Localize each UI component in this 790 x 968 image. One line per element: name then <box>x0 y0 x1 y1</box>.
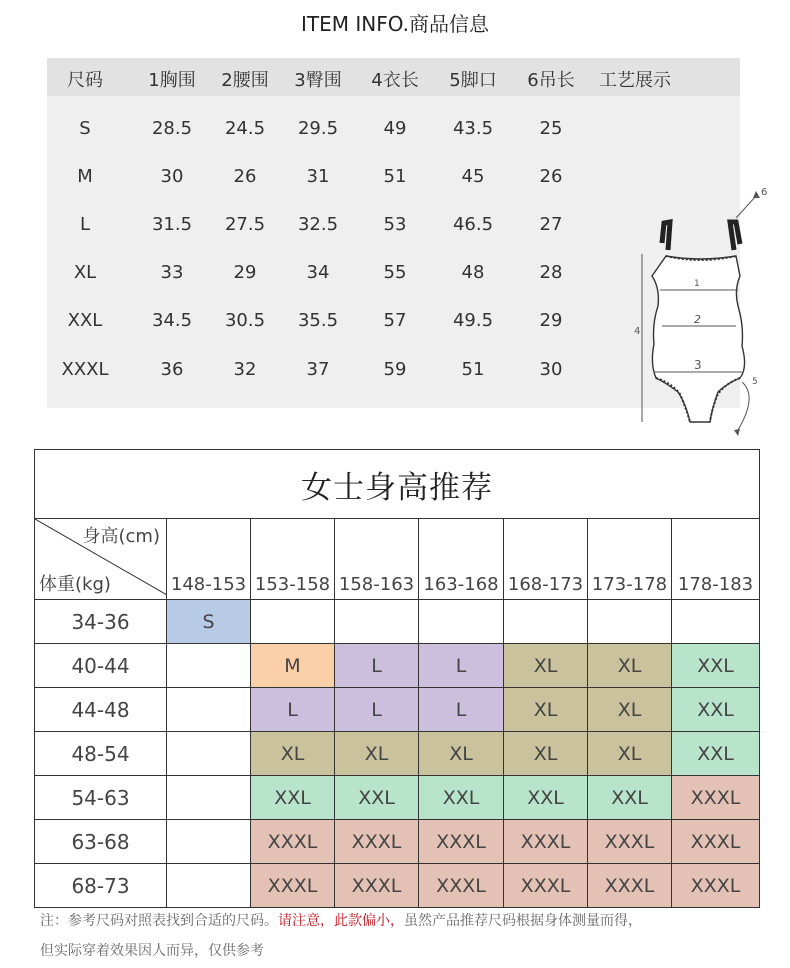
table-row <box>35 820 760 864</box>
table-row <box>35 864 760 908</box>
size-recommendation-cell <box>588 600 672 644</box>
size-recommendation-cell: XXXL <box>335 820 419 864</box>
size-table-cell: 27.5 <box>224 214 266 235</box>
size-recommendation-cell: XL <box>588 688 672 732</box>
size-table-cell: 46.5 <box>452 214 494 235</box>
size-table-cell: 43.5 <box>452 118 494 139</box>
size-recommendation-cell <box>335 600 419 644</box>
size-header-6: 6吊长 <box>527 70 575 91</box>
size-table-cell: 57 <box>383 310 407 331</box>
size-table-cell: 30 <box>160 166 184 187</box>
weight-row-label: 68-73 <box>35 864 167 908</box>
size-table-cell: 26 <box>539 166 563 187</box>
size-recommendation-cell: L <box>251 688 335 732</box>
size-table-cell: 26 <box>233 166 257 187</box>
size-recommendation-cell: XL <box>588 644 672 688</box>
size-recommendation-cell: XXXL <box>335 864 419 908</box>
size-recommendation-cell: XXXL <box>588 864 672 908</box>
height-column-header: 153-158 <box>251 519 335 600</box>
size-recommendation-cell <box>167 864 251 908</box>
size-recommendation-cell: XL <box>504 644 588 688</box>
size-table-cell: 25 <box>539 118 563 139</box>
size-recommendation-cell: L <box>335 688 419 732</box>
size-recommendation-cell: XXXL <box>672 820 760 864</box>
size-recommendation-cell <box>167 776 251 820</box>
size-recommendation-cell: XXL <box>672 644 760 688</box>
height-column-header: 178-183 <box>672 519 760 600</box>
size-recommendation-cell: XL <box>588 732 672 776</box>
size-table-cell: 59 <box>383 359 407 380</box>
size-recommendation-cell: M <box>251 644 335 688</box>
weight-row-label: 34-36 <box>35 600 167 644</box>
size-recommendation-cell: XL <box>251 732 335 776</box>
size-header-1: 1胸围 <box>148 70 196 91</box>
height-column-header: 168-173 <box>504 519 588 600</box>
size-recommendation-cell: XL <box>335 732 419 776</box>
bodysuit-measurement-diagram <box>630 178 780 438</box>
weight-row-label: 44-48 <box>35 688 167 732</box>
size-row-label: L <box>79 214 91 235</box>
height-weight-recommendation-table <box>34 449 759 901</box>
size-row-label: XL <box>73 262 97 283</box>
size-note <box>40 906 760 966</box>
size-recommendation-cell: XXL <box>672 732 760 776</box>
size-header-0: 尺码 <box>67 70 103 91</box>
size-table-cell: 29.5 <box>297 118 339 139</box>
table-row <box>35 644 760 688</box>
size-recommendation-cell: XXXL <box>504 864 588 908</box>
size-recommendation-cell: L <box>419 688 504 732</box>
size-row-label: XXL <box>67 310 103 331</box>
size-recommendation-cell: XXL <box>335 776 419 820</box>
size-table-cell: 24.5 <box>224 118 266 139</box>
diagram-label-6: 6 <box>761 187 768 198</box>
size-table-cell: 31 <box>306 166 330 187</box>
size-recommendation-cell: S <box>167 600 251 644</box>
size-table-cell: 53 <box>383 214 407 235</box>
size-recommendation-cell <box>419 600 504 644</box>
size-recommendation-cell: XXL <box>251 776 335 820</box>
size-recommendation-cell: XXXL <box>419 864 504 908</box>
size-table-cell: 31.5 <box>151 214 193 235</box>
size-recommendation-cell: XXL <box>672 688 760 732</box>
size-table-cell: 45 <box>461 166 485 187</box>
weight-row-label: 54-63 <box>35 776 167 820</box>
size-table-cell: 49 <box>383 118 407 139</box>
weight-row-label: 63-68 <box>35 820 167 864</box>
size-recommendation-cell <box>167 732 251 776</box>
diagram-label-2: 2 <box>694 313 701 326</box>
size-recommendation-cell <box>167 688 251 732</box>
size-table-cell: 32 <box>233 359 257 380</box>
size-recommendation-cell: XXXL <box>588 820 672 864</box>
size-table-cell: 37 <box>306 359 330 380</box>
size-table-cell: 51 <box>461 359 485 380</box>
size-header-2: 2腰围 <box>221 70 269 91</box>
diagram-label-1: 1 <box>694 279 700 289</box>
table-row <box>35 600 760 644</box>
diagram-label-3: 3 <box>694 358 702 372</box>
size-recommendation-cell: XL <box>504 732 588 776</box>
size-table-cell: 33 <box>160 262 184 283</box>
size-table-cell: 32.5 <box>297 214 339 235</box>
size-header-4: 4衣长 <box>371 70 419 91</box>
size-table-cell: 28 <box>539 262 563 283</box>
size-table-cell: 29 <box>539 310 563 331</box>
axis-corner-cell <box>35 519 167 600</box>
weight-row-label: 48-54 <box>35 732 167 776</box>
height-column-header: 163-168 <box>419 519 504 600</box>
table-row <box>35 732 760 776</box>
size-table-cell: 55 <box>383 262 407 283</box>
size-recommendation-cell <box>167 644 251 688</box>
size-info-table <box>47 58 768 408</box>
size-recommendation-cell: L <box>335 644 419 688</box>
page-title: ITEM INFO.商品信息 <box>300 12 490 36</box>
size-recommendation-cell <box>167 820 251 864</box>
size-header-3: 3臀围 <box>294 70 342 91</box>
size-table-cell: 49.5 <box>452 310 494 331</box>
note-prefix: 注：参考尺码对照表找到合适的尺码。 <box>40 913 278 929</box>
diagram-label-5: 5 <box>752 377 758 387</box>
size-table-cell: 27 <box>539 214 563 235</box>
size-table-cell: 28.5 <box>151 118 193 139</box>
size-recommendation-cell <box>672 600 760 644</box>
size-recommendation-cell: XXXL <box>251 864 335 908</box>
size-recommendation-cell: XL <box>419 732 504 776</box>
size-table-cell: 48 <box>461 262 485 283</box>
size-header-5: 5脚口 <box>449 70 497 91</box>
size-recommendation-cell: L <box>419 644 504 688</box>
size-header-7: 工艺展示 <box>599 70 671 91</box>
recommend-title: 女士身高推荐 <box>35 450 760 519</box>
size-table-cell: 29 <box>233 262 257 283</box>
size-recommendation-cell: XXXL <box>672 776 760 820</box>
size-row-label: M <box>77 166 93 187</box>
size-recommendation-cell: XXL <box>588 776 672 820</box>
size-table-cell: 34 <box>306 262 330 283</box>
size-table-cell: 34.5 <box>151 310 193 331</box>
note-line-2: 但实际穿着效果因人而异，仅供参考 <box>40 943 264 959</box>
size-recommendation-cell: XXXL <box>419 820 504 864</box>
size-recommendation-cell: XL <box>504 688 588 732</box>
weight-axis-label: 体重(kg) <box>39 574 111 595</box>
height-column-header: 158-163 <box>335 519 419 600</box>
size-row-label: XXXL <box>61 359 109 380</box>
weight-row-label: 40-44 <box>35 644 167 688</box>
height-column-header: 173-178 <box>588 519 672 600</box>
size-table-cell: 35.5 <box>297 310 339 331</box>
size-table-cell: 30 <box>539 359 563 380</box>
size-row-label: S <box>79 118 91 139</box>
size-recommendation-cell: XXXL <box>672 864 760 908</box>
table-row <box>35 688 760 732</box>
table-row <box>35 776 760 820</box>
size-table-cell: 30.5 <box>224 310 266 331</box>
size-recommendation-cell <box>504 600 588 644</box>
note-warning: 请注意，此款偏小， <box>278 913 404 929</box>
size-table-cell: 51 <box>383 166 407 187</box>
size-recommendation-cell: XXL <box>504 776 588 820</box>
size-table-cell: 36 <box>160 359 184 380</box>
size-recommendation-cell: XXL <box>419 776 504 820</box>
size-recommendation-cell: XXXL <box>251 820 335 864</box>
size-recommendation-cell <box>251 600 335 644</box>
diagram-label-4: 4 <box>634 326 641 337</box>
note-suffix: 虽然产品推荐尺码根据身体测量而得， <box>404 913 642 929</box>
height-column-header: 148-153 <box>167 519 251 600</box>
height-axis-label: 身高(cm) <box>82 526 160 547</box>
size-recommendation-cell: XXXL <box>504 820 588 864</box>
